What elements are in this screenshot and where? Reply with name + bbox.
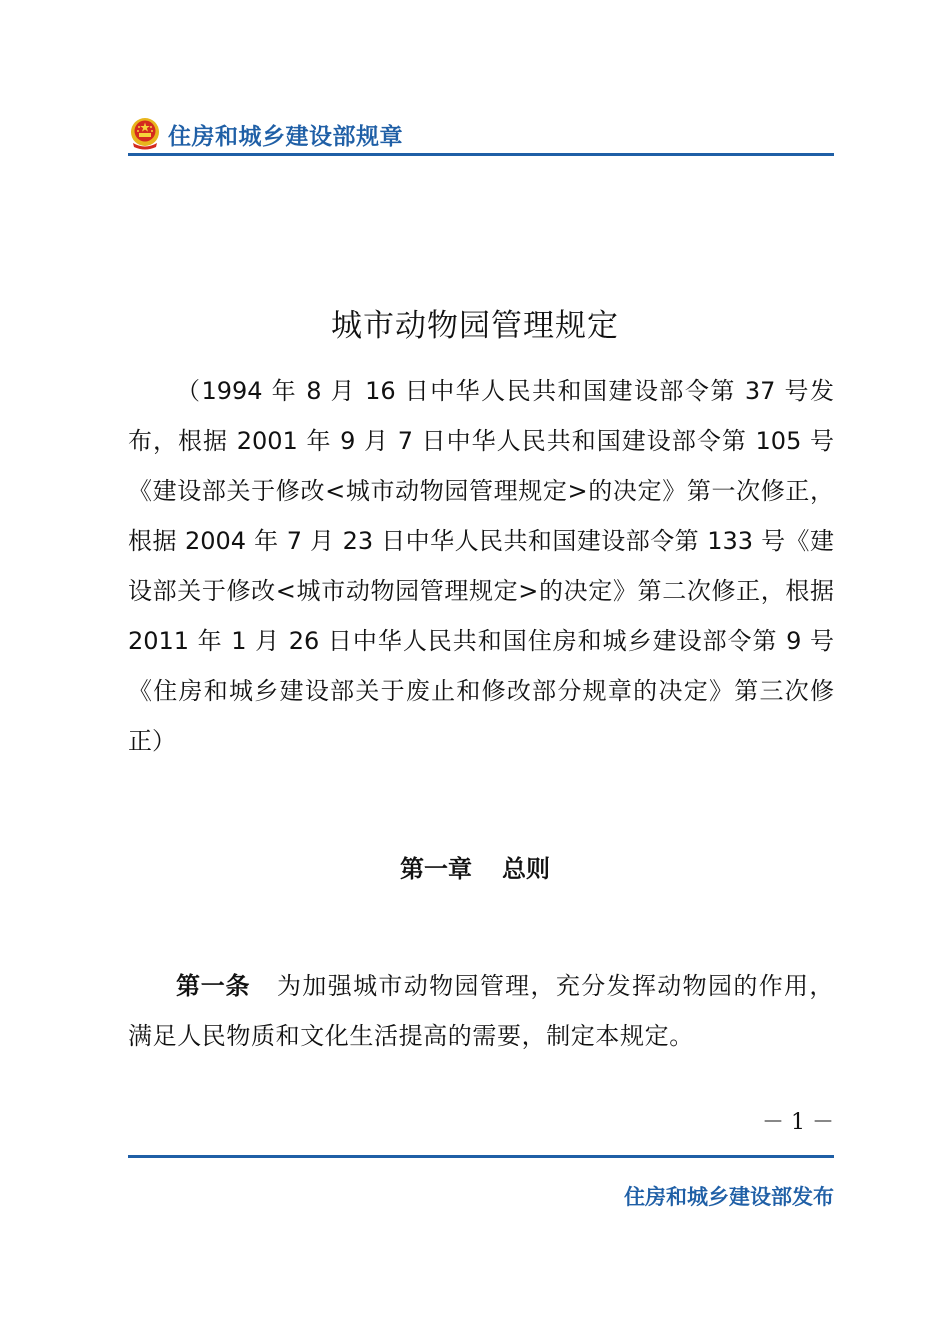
- article-label: 第一条: [176, 972, 251, 1000]
- chapter-name: 总则: [502, 855, 550, 883]
- document-title: 城市动物园管理规定: [331, 308, 619, 344]
- amendment-history: （1994 年 8 月 16 日中华人民共和国建设部令第 37 号发布，根据 2001 年 9 月 7 日中华人民共和国建设部令第 105 号《建设部关于修改<城市动物园管理规定>的决定》第一次修正，根据 2004 年 7 月 23 日中华人民共和国建设部令第 133 号《建设部关于修改<城市动物园管理规定>的决定》第二次修正，根据 2011 年 1 月 26 日中华人民共和国住房和城乡建设部令第 9 号《住房和城乡建设部关于废止和修改部分规章的决定》第三次修正）: [128, 377, 834, 755]
- page-number: － 1 －: [762, 1110, 834, 1135]
- header-divider: [128, 153, 834, 156]
- article-text: 为加强城市动物园管理，充分发挥动物园的作用，满足人民物质和文化生活提高的需要，制定本规定。: [128, 972, 835, 1050]
- national-emblem-icon: [128, 116, 162, 150]
- page-header: [128, 116, 834, 156]
- footer-publisher: 住房和城乡建设部发布: [624, 1185, 834, 1209]
- header-title: 住房和城乡建设部规章: [168, 124, 403, 150]
- chapter-number: 第一章: [400, 855, 472, 883]
- chapter-heading: [0, 849, 950, 884]
- footer-divider: [128, 1155, 834, 1158]
- article-paragraph: [128, 961, 834, 1061]
